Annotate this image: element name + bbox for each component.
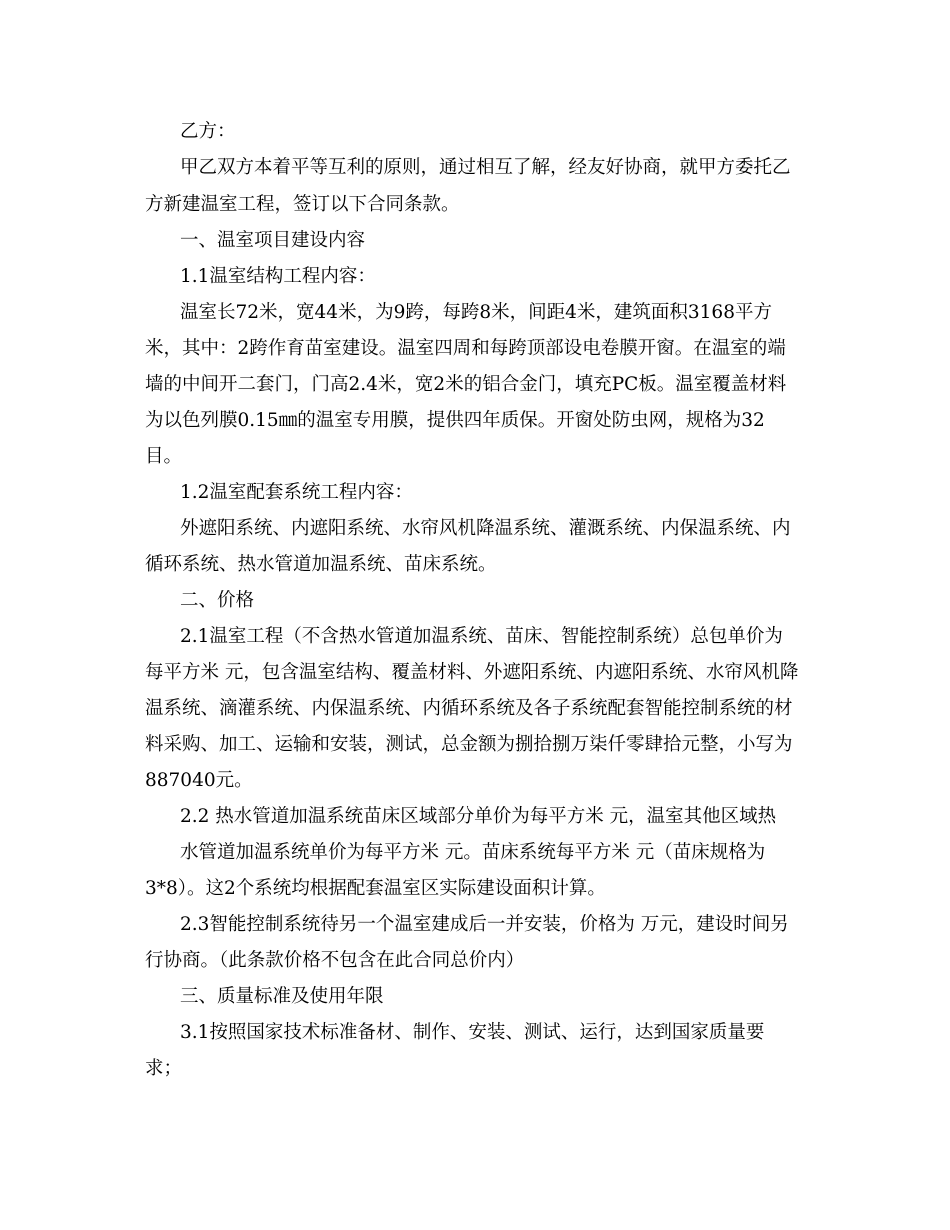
text-line-2-2-a: 2.2 热水管道加温系统苗床区域部分单价为每平方米 元，温室其他区域热 [180,806,777,827]
text-line-2-3-a: 2.3智能控制系统待另一个温室建成后一并安装，价格为 万元，建设时间另 [180,914,789,935]
text-line-1-1-e: 目。 [145,446,183,467]
text-line-preamble-1: 甲乙双方本着平等互利的原则，通过相互了解，经友好协商，就甲方委托乙 [180,157,791,178]
text-line-2-1-d: 料采购、加工、运输和安装，测试，总金额为捌拾捌万柒仟零肆拾元整，小写为 [145,734,793,755]
text-line-2-1-c: 温系统、滴灌系统、内保温系统、内循环系统及各子系统配套智能控制系统的材 [145,698,793,719]
text-line-1-1-c: 墙的中间开二套门，门高2.4米，宽2米的铝合金门，填充PC板。温室覆盖材料 [145,374,787,395]
clause-heading-1-1: 1.1温室结构工程内容： [180,266,376,287]
text-line-2-2-c: 3*8）。这2个系统均根据配套温室区实际建设面积计算。 [145,878,606,899]
clause-heading-1-2: 1.2温室配套系统工程内容： [180,482,413,503]
text-line-1-1-d: 为以色列膜0.15㎜的温室专用膜，提供四年质保。开窗处防虫网，规格为32 [145,410,765,431]
text-line-3-1-b: 求； [145,1058,183,1079]
text-line-1-2-a: 外遮阳系统、内遮阳系统、水帘风机降温系统、灌溉系统、内保温系统、内 [180,518,791,539]
text-line-preamble-2: 方新建温室工程，签订以下合同条款。 [145,194,460,215]
section-heading-1: 一、温室项目建设内容 [180,230,366,251]
text-line-2-1-a: 2.1温室工程（不含热水管道加温系统、苗床、智能控制系统）总包单价为 [180,626,783,647]
text-line-2-1-e: 887040元。 [145,770,253,791]
section-heading-2: 二、价格 [180,590,255,611]
text-line-1-1-b: 米，其中：2跨作育苗室建设。温室四周和每跨顶部设电卷膜开窗。在温室的端 [145,338,786,359]
text-line-3-1-a: 3.1按照国家技术标准备材、制作、安装、测试、运行，达到国家质量要 [180,1022,765,1043]
section-heading-3: 三、质量标准及使用年限 [180,986,384,1007]
text-line-2-1-b: 每平方米 元，包含温室结构、覆盖材料、外遮阳系统、内遮阳系统、水帘风机降 [145,662,799,683]
text-line-1-1-a: 温室长72米，宽44米，为9跨，每跨8米，间距4米，建筑面积3168平方 [180,302,772,323]
text-line-1-2-b: 循环系统、热水管道加温系统、苗床系统。 [145,554,497,575]
text-line-party-b: 乙方： [180,121,236,142]
text-line-2-2-b: 水管道加温系统单价为每平方米 元。苗床系统每平方米 元（苗床规格为 [180,842,766,863]
text-line-2-3-b: 行协商。（此条款价格不包含在此合同总价内） [145,950,525,971]
